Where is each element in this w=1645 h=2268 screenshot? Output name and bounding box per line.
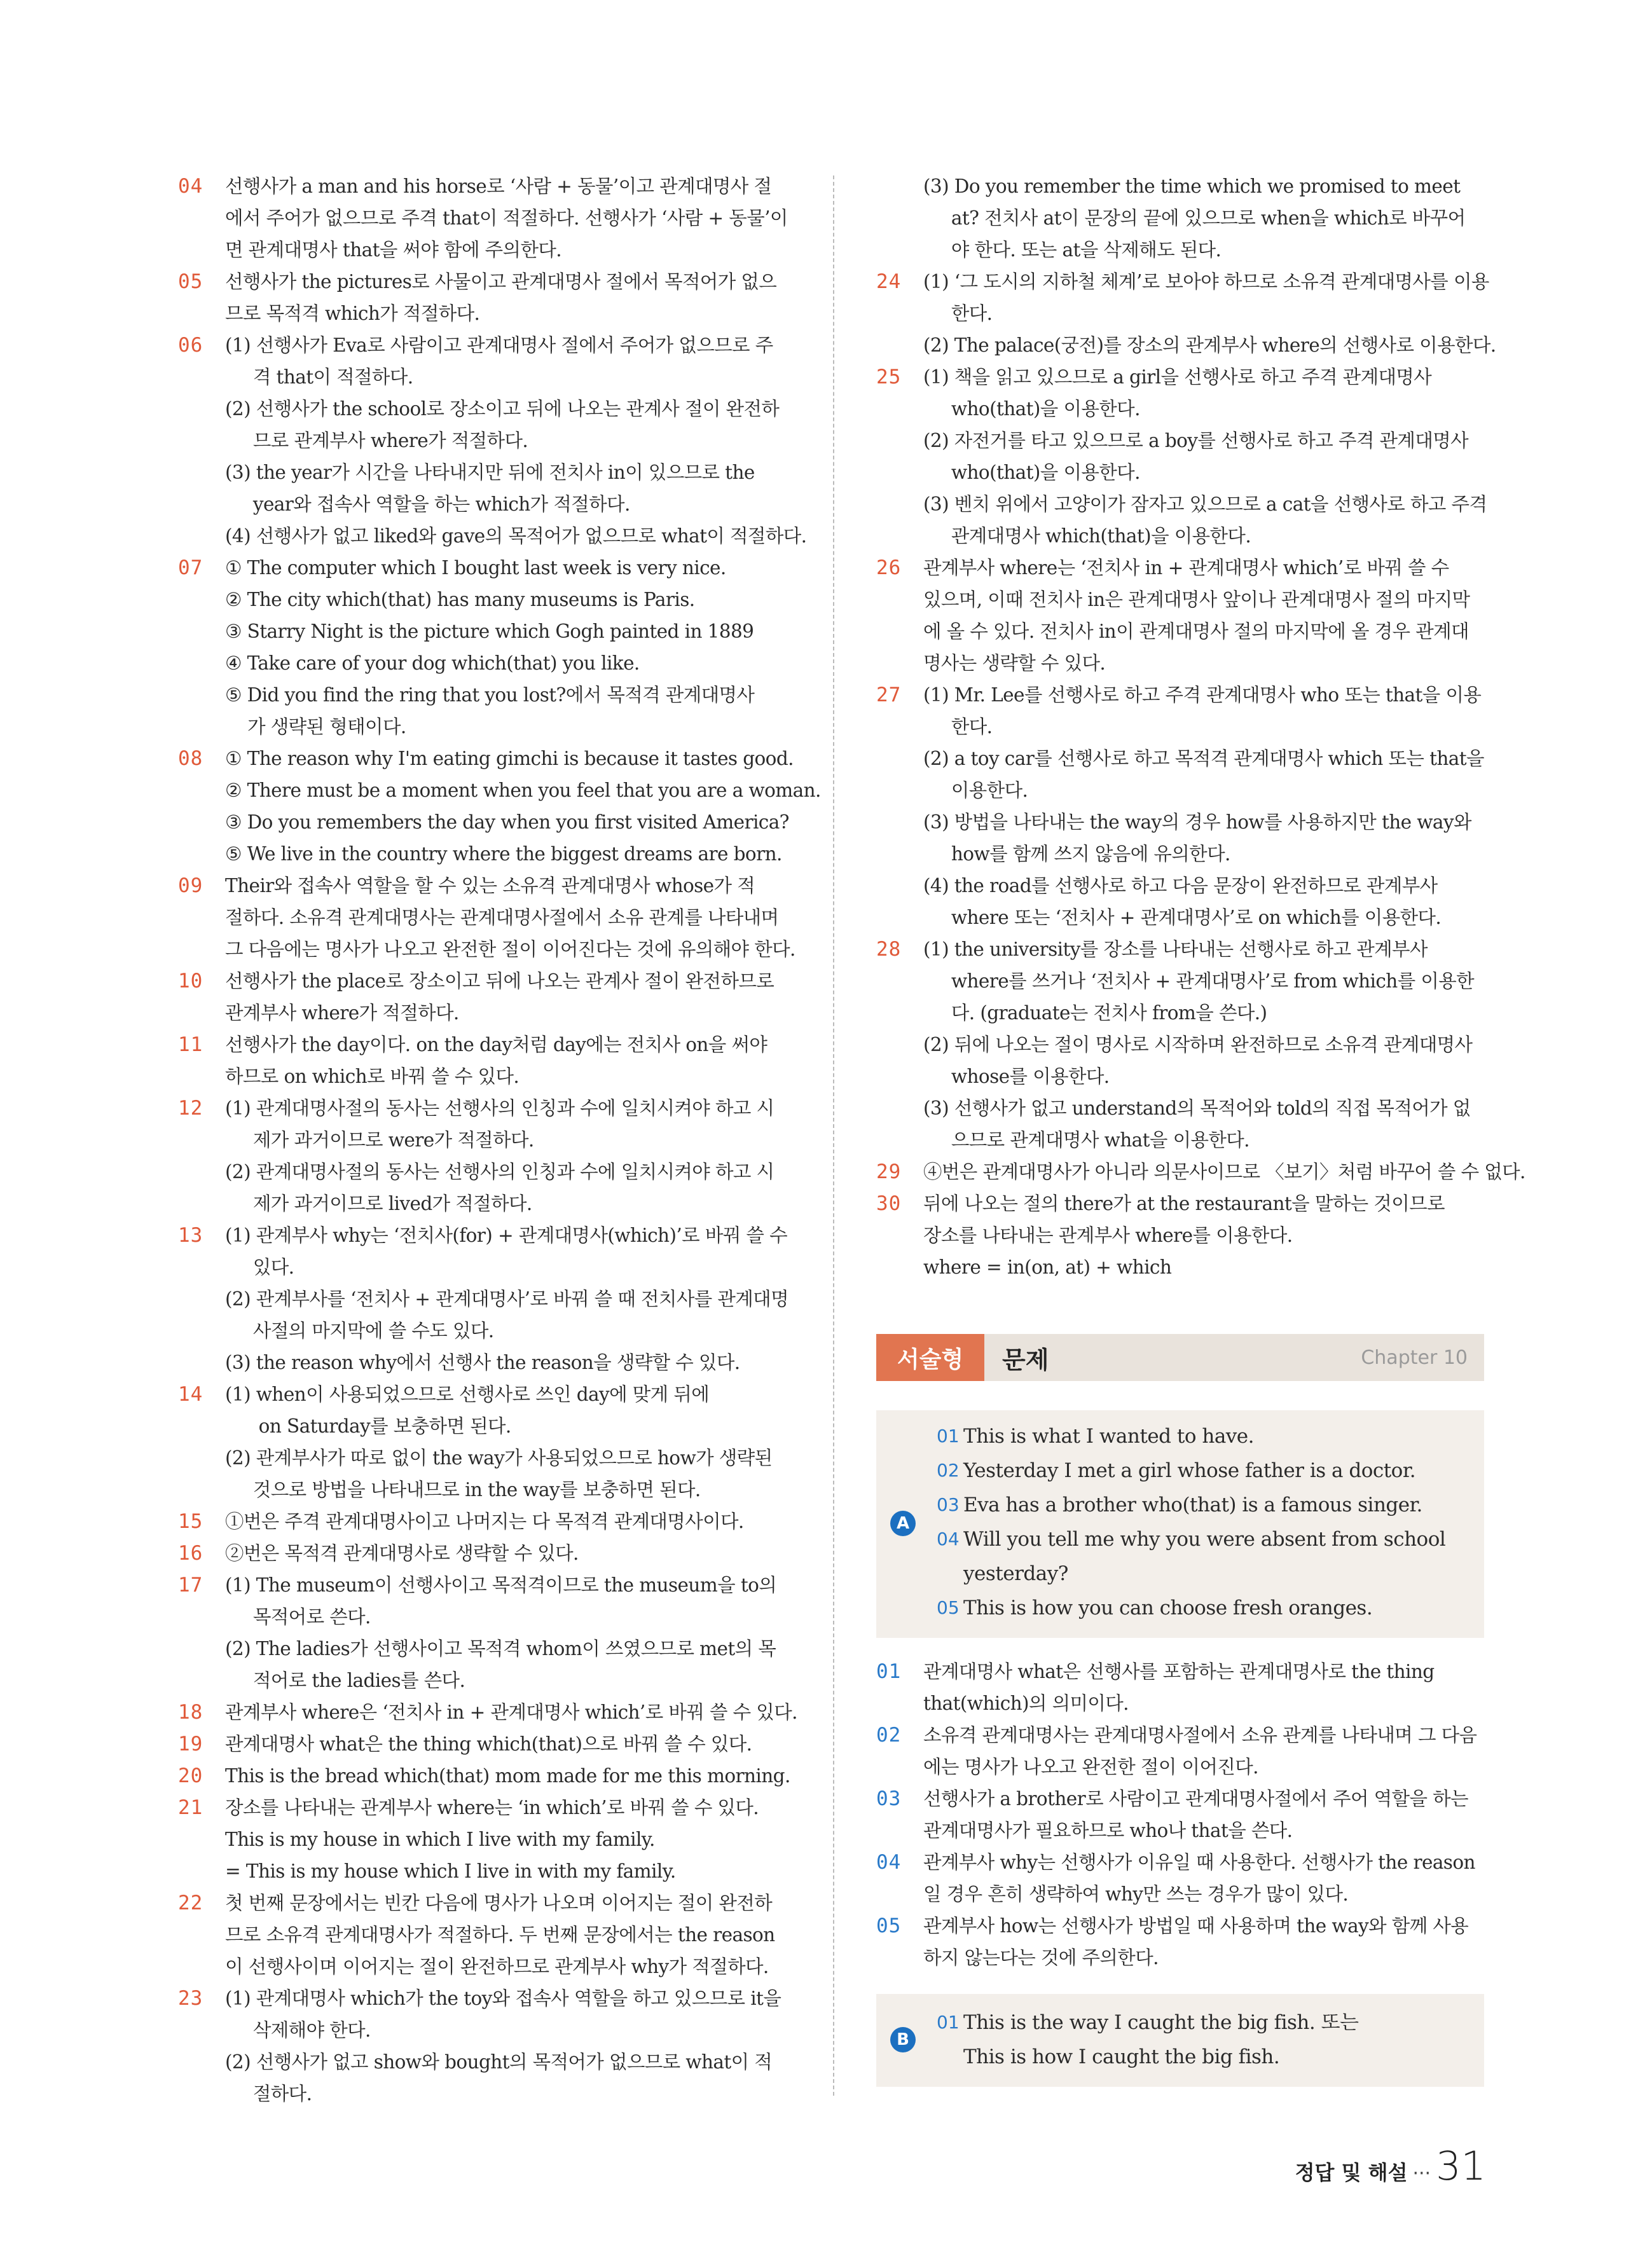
text-line: 에서 주어가 없으므로 주격 that이 적절하다. 선행사가 ‘사람 + 동물’이	[225, 207, 788, 229]
item-body	[923, 679, 1487, 933]
text-line: ②번은 목적격 관계대명사로 생략할 수 있다.	[225, 1543, 579, 1564]
sub-line: at? 전치사 at이 문장의 끝에 있으므로 when을 which로 바꾸어	[923, 207, 1466, 229]
item-body	[923, 1783, 1487, 1846]
sub-line: (2) 선행사가 없고 show와 bought의 목적어가 없으므로 what이 적	[225, 2051, 773, 2073]
sub-line: (3) 방법을 나타내는 the way의 경우 how를 사용하지만 the way와	[923, 811, 1471, 833]
answer-line	[937, 1522, 1445, 1557]
footer-dots: ···	[1412, 2162, 1431, 2185]
sub-line: 야 한다. 또는 at을 삭제해도 된다.	[923, 239, 1222, 261]
item-number: 02	[876, 1724, 902, 1747]
answer-text: This is what I wanted to have.	[963, 1425, 1255, 1448]
answer-item	[178, 170, 788, 266]
text-line: 므로 소유격 관계대명사가 적절하다. 두 번째 문장에서는 the reason	[225, 1924, 775, 1946]
item-number: 04	[876, 1851, 902, 1874]
item-number: 07	[178, 556, 203, 579]
text-line: 첫 번째 문장에서는 빈칸 다음에 명사가 나오며 이어지는 절이 완전하	[225, 1892, 773, 1914]
item-body	[923, 1910, 1487, 1974]
item-number: 18	[178, 1701, 203, 1724]
section-title: 문제	[1002, 1345, 1049, 1374]
sub-line: (2) 자전거를 타고 있으므로 a boy를 선행사로 하고 주격 관계대명사	[923, 430, 1469, 451]
item-number: 30	[876, 1192, 902, 1215]
text-line: 가 생략된 형태이다.	[225, 716, 406, 738]
item-number: 05	[876, 1914, 902, 1937]
item-body	[225, 329, 806, 552]
text-line: 뒤에 나오는 절의 there가 at the restaurant을 말하는 것이므로	[923, 1193, 1445, 1214]
item-body	[923, 1846, 1487, 1910]
item-number: 05	[178, 270, 203, 293]
answer-number: 01	[937, 2012, 960, 2033]
answer-item	[178, 1220, 788, 1378]
item-number: 19	[178, 1733, 203, 1756]
answer-item	[876, 933, 1487, 1156]
item-number: 20	[178, 1764, 203, 1787]
sub-line: who(that)을 이용한다.	[923, 398, 1140, 420]
answer-item	[876, 266, 1496, 361]
sub-line: 사절의 마지막에 쓸 수도 있다.	[225, 1320, 494, 1342]
answer-item	[876, 552, 1487, 679]
text-line: 에 올 수 있다. 전치사 in이 관계대명사 절의 마지막에 올 경우 관계대	[923, 621, 1469, 642]
answer-item	[178, 1887, 788, 1983]
sub-line: (2) 뒤에 나오는 절이 명사로 시작하며 완전하므로 소유격 관계대명사	[923, 1034, 1473, 1055]
text-line: 관계부사 how는 선행사가 방법일 때 사용하며 the way와 함께 사용	[923, 1915, 1469, 1937]
item-body	[225, 266, 788, 329]
item-number: 12	[178, 1097, 203, 1120]
item-body	[225, 1569, 788, 1696]
sub-line: (1) 관계대명사절의 동사는 선행사의 인칭과 수에 일치시켜야 하고 시	[225, 1097, 774, 1119]
item-body	[225, 1537, 788, 1569]
sub-line: where를 쓰거나 ‘전치사 + 관계대명사’로 from which를 이용한	[923, 970, 1475, 992]
sub-line: (1) 선행사가 Eva로 사람이고 관계대명사 절에서 주어가 없으므로 주	[225, 334, 773, 356]
sub-line: 적어로 the ladies를 쓴다.	[225, 1670, 465, 1691]
item-body	[225, 1092, 788, 1220]
text-line: ② There must be a moment when you feel that you are a woman.	[225, 780, 821, 801]
answer-item	[178, 552, 788, 743]
sub-line: 것으로 방법을 나타내므로 in the way를 보충하면 된다.	[225, 1479, 701, 1501]
text-line: 소유격 관계대명사는 관계대명사절에서 소유 관계를 나타내며 그 다음	[923, 1724, 1477, 1746]
answer-item	[178, 965, 788, 1029]
sub-line: 제가 과거이므로 were가 적절하다.	[225, 1129, 534, 1151]
sub-line: 한다.	[923, 716, 993, 738]
sub-line: 격 that이 적절하다.	[225, 366, 413, 388]
sub-line: 이용한다.	[923, 780, 1028, 801]
sub-line: (3) 벤치 위에서 고양이가 잠자고 있으므로 a cat을 선행사로 하고 주격	[923, 493, 1487, 515]
sub-line: (4) the road를 선행사로 하고 다음 문장이 완전하므로 관계부사	[923, 875, 1438, 897]
section-tag: 서술형	[876, 1334, 984, 1381]
text-line: 관계부사 where가 적절하다.	[225, 1002, 459, 1024]
answer-number	[937, 1557, 963, 1591]
answer-text: This is how I caught the big fish.	[963, 2045, 1280, 2068]
answer-line	[937, 1591, 1445, 1625]
text-line: 있으며, 이때 전치사 in은 관계대명사 앞이나 관계대명사 절의 마지막	[923, 589, 1470, 610]
item-body	[225, 1378, 788, 1506]
badge-a: A	[890, 1511, 916, 1536]
sub-line: whose를 이용한다.	[923, 1066, 1110, 1087]
text-line: 하지 않는다는 것에 주의한다.	[923, 1947, 1159, 1969]
sub-line: year와 접속사 역할을 하는 which가 적절하다.	[225, 493, 630, 515]
section-header	[876, 1334, 1484, 1381]
item-number: 27	[876, 684, 902, 706]
answer-item	[178, 1569, 788, 1696]
text-line: 선행사가 the pictures로 사물이고 관계대명사 절에서 목적어가 없으	[225, 271, 777, 292]
text-line: ① The reason why I'm eating gimchi is because it tastes good.	[225, 748, 794, 769]
item-body	[923, 1656, 1487, 1719]
answer-line	[937, 1454, 1445, 1488]
answer-line	[937, 2040, 1358, 2074]
answer-text: Will you tell me why you were absent from school	[963, 1528, 1446, 1551]
answer-item	[178, 1792, 788, 1887]
item-number: 03	[876, 1787, 902, 1810]
sub-line: (1) ‘그 도시의 지하철 체계’로 보아야 하므로 소유격 관계대명사를 이용	[923, 271, 1489, 292]
sub-line: 관계대명사 which(that)을 이용한다.	[923, 525, 1251, 547]
item-number	[876, 170, 923, 266]
sub-line: (1) The museum이 선행사이고 목적격이므로 the museum을 to의	[225, 1574, 777, 1596]
answer-line	[937, 1488, 1445, 1522]
sub-line: 으므로 관계대명사 what을 이용한다.	[923, 1129, 1249, 1151]
text-line: 하므로 on which로 바꿔 쓸 수 있다.	[225, 1066, 520, 1087]
item-body	[225, 1728, 788, 1760]
text-line: 그 다음에는 명사가 나오고 완전한 절이 이어진다는 것에 유의해야 한다.	[225, 938, 795, 960]
item-body	[225, 170, 788, 266]
answer-text: This is the way I caught the big fish. 또는	[963, 2011, 1359, 2034]
item-body	[225, 1760, 790, 1792]
column-divider	[833, 175, 834, 2096]
text-line: 므로 목적격 which가 적절하다.	[225, 303, 480, 324]
text-line: 일 경우 흔히 생략하여 why만 쓰는 경우가 많이 있다.	[923, 1883, 1349, 1905]
item-body	[923, 1719, 1487, 1783]
answer-item	[876, 1656, 1487, 1719]
item-body	[923, 361, 1487, 552]
text-line: 장소를 나타내는 관계부사 where는 ‘in which’로 바꿔 쓸 수 있다.	[225, 1797, 759, 1818]
item-body	[923, 1156, 1525, 1188]
answer-item	[178, 743, 821, 870]
text-line: 절하다. 소유격 관계대명사는 관계대명사절에서 소유 관계를 나타내며	[225, 907, 779, 928]
item-number: 01	[876, 1660, 902, 1683]
item-body	[923, 170, 1487, 266]
answer-list-b	[937, 2005, 1358, 2074]
answer-text: Eva has a brother who(that) is a famous singer.	[963, 1494, 1422, 1516]
text-line: ④ Take care of your dog which(that) you like.	[225, 652, 640, 674]
text-line: 선행사가 a brother로 사람이고 관계대명사절에서 주어 역할을 하는	[923, 1788, 1468, 1810]
item-body	[225, 1696, 797, 1728]
text-line: ④번은 관계대명사가 아니라 의문사이므로 〈보기〉처럼 바꾸어 쓸 수 없다.	[923, 1161, 1525, 1183]
item-body	[923, 552, 1487, 679]
answer-item	[178, 1378, 788, 1506]
answer-number	[937, 2040, 963, 2074]
text-line: 관계대명사 what은 선행사를 포함하는 관계대명사로 the thing	[923, 1661, 1435, 1682]
answer-number: 05	[937, 1597, 960, 1618]
answer-item	[876, 679, 1487, 933]
text-line: ③ Do you remembers the day when you first visited America?	[225, 811, 789, 833]
item-number: 10	[178, 970, 203, 993]
sub-line: 목적어로 쓴다.	[225, 1606, 371, 1628]
answer-item	[876, 170, 1487, 266]
text-line: ⑤ We live in the country where the biggest dreams are born.	[225, 843, 782, 865]
answer-item	[876, 361, 1487, 552]
item-number: 06	[178, 334, 203, 357]
sub-line: how를 함께 쓰지 않음에 유의한다.	[923, 843, 1230, 865]
item-body	[225, 743, 821, 870]
sub-line: (2) 관계부사를 ‘전치사 + 관계대명사’로 바꿔 쓸 때 전치사를 관계대명	[225, 1288, 788, 1310]
text-line: 관계대명사가 필요하므로 who나 that을 쓴다.	[923, 1820, 1293, 1841]
answer-item	[876, 1188, 1487, 1251]
sub-line: who(that)을 이용한다.	[923, 462, 1140, 483]
sub-line: 삭제해야 한다.	[225, 2019, 371, 2041]
answer-item	[876, 1846, 1487, 1910]
item-body	[225, 1792, 788, 1887]
item-body	[225, 870, 795, 965]
page-number: 31	[1436, 2143, 1486, 2189]
answer-item	[876, 1156, 1525, 1188]
item-body	[225, 1887, 788, 1983]
sub-line: (2) The palace(궁전)를 장소의 관계부사 where의 선행사로 이용한다.	[923, 334, 1496, 356]
item-number: 21	[178, 1796, 203, 1819]
text-line: ⑤ Did you find the ring that you lost?에서 목적격 관계대명사	[225, 684, 755, 706]
item-number: 11	[178, 1033, 203, 1056]
formula-line: where = in(on, at) + which	[923, 1256, 1172, 1278]
text-line: 관계부사 where는 ‘전치사 in + 관계대명사 which’로 바꿔 쓸 수	[923, 557, 1449, 579]
item-body	[225, 1506, 788, 1537]
sub-line: (2) The ladies가 선행사이고 목적격 whom이 쓰였으므로 met의 목	[225, 1638, 776, 1660]
item-number: 16	[178, 1542, 203, 1565]
text-line: This is my house in which I live with my family.	[225, 1829, 655, 1850]
answer-number: 04	[937, 1529, 960, 1550]
item-number: 14	[178, 1383, 203, 1406]
sub-line: 있다.	[225, 1256, 294, 1278]
sub-line: on Saturday를 보충하면 된다.	[225, 1415, 511, 1437]
sub-line: (1) when이 사용되었으므로 선행사로 쓰인 day에 맞게 뒤에	[225, 1384, 710, 1405]
explanations-a	[876, 1656, 1487, 1974]
item-number: 17	[178, 1574, 203, 1597]
item-number: 25	[876, 366, 902, 388]
answer-box-b	[876, 1994, 1484, 2087]
answer-line	[937, 2005, 1358, 2040]
answer-box-a	[876, 1410, 1484, 1638]
sub-line: where 또는 ‘전치사 + 관계대명사’로 on which를 이용한다.	[923, 907, 1442, 928]
text-line: ③ Starry Night is the picture which Gogh painted in 1889	[225, 621, 754, 642]
answer-line	[937, 1419, 1445, 1454]
item-number: 08	[178, 747, 203, 770]
item-number: 09	[178, 874, 203, 897]
item-number: 26	[876, 556, 902, 579]
text-line: ② The city which(that) has many museums is Paris.	[225, 589, 695, 610]
sub-line: (1) 관계대명사 which가 the toy와 접속사 역할을 하고 있으므로 it을	[225, 1988, 781, 2009]
item-number: 13	[178, 1224, 203, 1247]
text-line: This is the bread which(that) mom made for me this morning.	[225, 1765, 790, 1787]
answer-text: This is how you can choose fresh oranges.	[963, 1597, 1373, 1619]
text-line: 선행사가 the day이다. on the day처럼 day에는 전치사 on을 써야	[225, 1034, 767, 1055]
item-body	[225, 1983, 788, 2110]
answer-item	[178, 329, 807, 552]
badge-b: B	[890, 2027, 916, 2052]
text-line: ① The computer which I bought last week is very nice.	[225, 557, 726, 579]
text-line: 면 관계대명사 that을 써야 함에 주의한다.	[225, 239, 562, 261]
left-column	[178, 170, 821, 2110]
answer-item	[178, 1029, 788, 1092]
sub-line: (3) the reason why에서 선행사 the reason을 생략할 수 있다.	[225, 1352, 740, 1373]
answer-item	[178, 1506, 788, 1537]
text-line: that(which)의 의미이다.	[923, 1693, 1129, 1714]
sub-line: (3) Do you remember the time which we promised to meet	[923, 175, 1461, 197]
item-number: 22	[178, 1892, 203, 1914]
item-number: 04	[178, 175, 203, 198]
text-line: Their와 접속사 역할을 할 수 있는 소유격 관계대명사 whose가 적	[225, 875, 755, 897]
sub-line: 제가 과거이므로 lived가 적절하다.	[225, 1193, 532, 1214]
sub-line: 다. (graduate는 전치사 from을 쓴다.)	[923, 1002, 1267, 1024]
answer-number: 03	[937, 1494, 960, 1515]
answer-item	[178, 1983, 788, 2110]
answer-line	[937, 1557, 1445, 1591]
item-number: 29	[876, 1160, 902, 1183]
answer-text: yesterday?	[963, 1562, 1068, 1585]
item-number: 24	[876, 270, 902, 293]
item-number: 15	[178, 1510, 203, 1533]
sub-line: (2) 관계부사가 따로 없이 the way가 사용되었으므로 how가 생략된	[225, 1447, 773, 1469]
item-body	[225, 1029, 788, 1092]
text-line: 에는 명사가 나오고 완전한 절이 이어진다.	[923, 1756, 1258, 1778]
footer-label: 정답 및 해설	[1295, 2161, 1408, 2185]
answer-item	[178, 1728, 788, 1760]
item-number: 23	[178, 1987, 203, 2010]
item-body	[225, 552, 788, 743]
answer-item	[876, 1719, 1487, 1783]
item-body	[923, 266, 1496, 361]
answer-item	[178, 1537, 788, 1569]
sub-line: (1) Mr. Lee를 선행사로 하고 주격 관계대명사 who 또는 that을 이용	[923, 684, 1482, 706]
sub-line: (3) the year가 시간을 나타내지만 뒤에 전치사 in이 있으므로 the	[225, 462, 755, 483]
text-line: 관계부사 why는 선행사가 이유일 때 사용한다. 선행사가 the reason	[923, 1852, 1475, 1873]
text-line: 이 선행사이며 이어지는 절이 완전하므로 관계부사 why가 적절하다.	[225, 1956, 769, 1977]
answer-list-a	[937, 1419, 1445, 1625]
text-line: 관계부사 where은 ‘전치사 in + 관계대명사 which’로 바꿔 쓸 수 있다.	[225, 1701, 797, 1723]
answer-item	[178, 1760, 788, 1792]
text-line: 선행사가 the place로 장소이고 뒤에 나오는 관계사 절이 완전하므로	[225, 970, 774, 992]
text-line: = This is my house which I live in with my family.	[225, 1860, 676, 1882]
page-footer	[1295, 2143, 1486, 2189]
sub-line: (2) 관계대명사절의 동사는 선행사의 인칭과 수에 일치시켜야 하고 시	[225, 1161, 774, 1183]
item-body	[923, 1188, 1487, 1251]
answer-number: 01	[937, 1426, 960, 1447]
text-line: 관계대명사 what은 the thing which(that)으로 바꿔 쓸 수 있다.	[225, 1733, 752, 1755]
sub-line: 절하다.	[225, 2083, 312, 2105]
right-column	[876, 170, 1525, 1283]
answer-item	[178, 870, 795, 965]
answer-number: 02	[937, 1460, 960, 1481]
answer-text: Yesterday I met a girl whose father is a doctor.	[963, 1459, 1416, 1482]
answer-item	[876, 1783, 1487, 1846]
answer-item	[178, 266, 788, 329]
answer-item	[178, 1092, 788, 1220]
sub-line: (4) 선행사가 없고 liked와 gave의 목적어가 없으므로 what이 적절하다.	[225, 525, 807, 547]
sub-line: (1) the university를 장소를 나타내는 선행사로 하고 관계부사	[923, 938, 1428, 960]
sub-line: (1) 관계부사 why는 ‘전치사(for) + 관계대명사(which)’로 바꿔 쓸 수	[225, 1225, 787, 1246]
sub-line: 므로 관계부사 where가 적절하다.	[225, 430, 528, 451]
item-body	[225, 965, 788, 1029]
item-number: 28	[876, 938, 902, 961]
answer-item	[178, 1696, 797, 1728]
chapter-label: Chapter 10	[1361, 1346, 1468, 1369]
text-line: 장소를 나타내는 관계부사 where를 이용한다.	[923, 1225, 1293, 1246]
sub-line: (3) 선행사가 없고 understand의 목적어와 told의 직접 목적어가 없	[923, 1097, 1471, 1119]
sub-line: 한다.	[923, 303, 993, 324]
item-body	[225, 1220, 788, 1378]
sub-line: (2) 선행사가 the school로 장소이고 뒤에 나오는 관계사 절이 완전하	[225, 398, 780, 420]
text-line: 선행사가 a man and his horse로 ‘사람 + 동물’이고 관계대명사 절	[225, 175, 772, 197]
item-body	[923, 933, 1487, 1156]
sub-line: (1) 책을 읽고 있으므로 a girl을 선행사로 하고 주격 관계대명사	[923, 366, 1432, 388]
sub-line: (2) a toy car를 선행사로 하고 목적격 관계대명사 which 또는 that을	[923, 748, 1484, 769]
answer-item	[876, 1910, 1487, 1974]
text-line: 명사는 생략할 수 있다.	[923, 652, 1106, 674]
text-line: ①번은 주격 관계대명사이고 나머지는 다 목적격 관계대명사이다.	[225, 1511, 744, 1532]
